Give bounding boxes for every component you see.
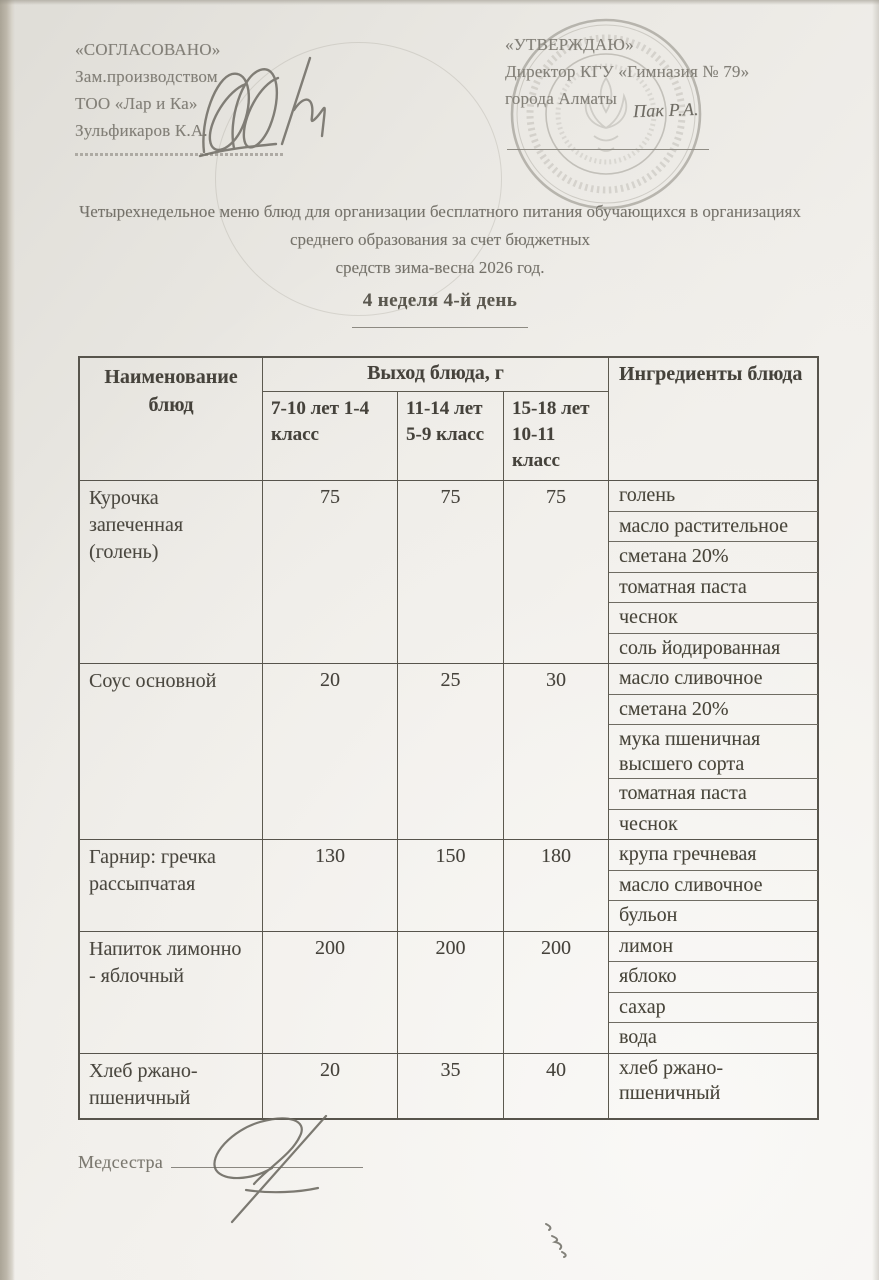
ingredient-item: лимон [609,932,818,963]
round-stamp [508,16,704,212]
title-line-1: Четырехнедельное меню блюд для организации бесплатного питания обучающихся в организациях [79,202,801,221]
ingredient-item: мука пшеничная высшего сорта [609,725,818,779]
portion-cell: 180 [504,840,609,931]
ingredient-item: масло сливочное [609,871,818,902]
menu-table [78,356,819,1120]
footer-block [78,1152,819,1272]
ingredient-item: чеснок [619,812,678,835]
title-line-2: среднего образования за счет бюджетных [289,230,591,249]
agreed-company: ТОО «Лар и Ка» [75,94,198,113]
ingredient-item: яблоко [609,962,818,993]
ingredient-item: сметана 20% [609,695,818,726]
portion-cell: 75 [398,481,504,663]
header-dish-name: Наименование блюд [80,358,263,480]
agreed-heading: «СОГЛАСОВАНО» [75,40,221,59]
ingredient-item: крупа гречневая [609,840,818,871]
ingredient-item: бульон [619,904,678,926]
portion-cell: 40 [504,1054,609,1118]
document-content [78,356,819,1272]
header-age-group-2: 11-14 лет 5-9 класс [398,392,504,480]
menu-table-row [80,1054,817,1118]
ingredient-item: масло растительное [609,512,818,543]
header-age-group-3: 15-18 лет 10-11 класс [504,392,609,480]
menu-table-row [80,664,817,840]
ingredient-item: голень [609,481,818,512]
ingredients-cell [609,481,818,663]
menu-table-body [80,481,817,1118]
paper-edge-right [872,0,879,1280]
ingredient-item: сметана 20% [609,542,818,573]
portion-cell: 20 [263,664,398,839]
portion-cell: 30 [504,664,609,839]
portion-cell: 200 [504,932,609,1053]
ingredient-item: томатная паста [609,573,818,604]
title-underscore-line [352,327,528,328]
agreed-role: Зам.производством [75,67,218,86]
document-title-block [30,199,850,328]
portion-cell: 25 [398,664,504,839]
ingredients-cell [609,932,818,1053]
approved-heading: «УТВЕРЖДАЮ» [505,35,634,54]
header-output-grams: Выход блюда, г [263,358,609,392]
menu-table-header [80,358,817,481]
signature-left [198,40,358,170]
dish-name-cell: Гарнир: гречка рассыпчатая [80,840,263,931]
ingredient-item: сахар [609,993,818,1024]
dish-name-cell: Хлеб ржано-пшеничный [80,1054,263,1118]
week-day-subtitle: 4 неделя 4-й день [362,290,518,311]
approved-signer-name: Пак Р.А. [632,98,700,122]
ingredients-cell [609,840,818,931]
portion-cell: 75 [504,481,609,663]
menu-table-row [80,481,817,664]
dish-name-cell: Напиток лимонно - яблочный [80,932,263,1053]
approved-role: Директор КГУ «Гимназия № 79» [505,62,750,81]
portion-cell: 75 [263,481,398,663]
ingredient-item: хлеб ржано-пшеничный [619,1056,724,1104]
portion-cell: 150 [398,840,504,931]
nurse-label: Медсестра [78,1151,164,1172]
dish-name-cell: Соус основной [80,664,263,839]
approved-city: города Алматы [505,89,617,108]
ingredient-item: соль йодированная [619,636,781,659]
scan-artifact [534,1216,578,1264]
paper-edge-top [0,0,879,5]
header-age-group-1: 7-10 лет 1-4 класс [263,392,398,480]
portion-cell: 35 [398,1054,504,1118]
menu-table-row [80,840,817,932]
ingredient-item: чеснок [609,603,818,634]
agreed-signer-name: Зульфикаров К.А. [75,121,208,140]
nurse-signature [176,1110,356,1230]
portion-cell: 200 [398,932,504,1053]
portion-cell: 200 [263,932,398,1053]
title-line-3: средств зима-весна 2026 год. [335,258,545,277]
menu-table-row [80,932,817,1054]
portion-cell: 130 [263,840,398,931]
header-ingredients: Ингредиенты блюда [619,363,803,385]
paper-edge-left [0,0,15,1280]
ingredient-item: масло сливочное [609,664,818,695]
ingredients-cell [609,1054,818,1118]
ingredient-item: вода [619,1026,657,1048]
ingredient-item: томатная паста [609,779,818,810]
dish-name-cell: Курочка запеченная (голень) [80,481,263,663]
ingredients-cell [609,664,818,839]
portion-cell: 20 [263,1054,398,1118]
